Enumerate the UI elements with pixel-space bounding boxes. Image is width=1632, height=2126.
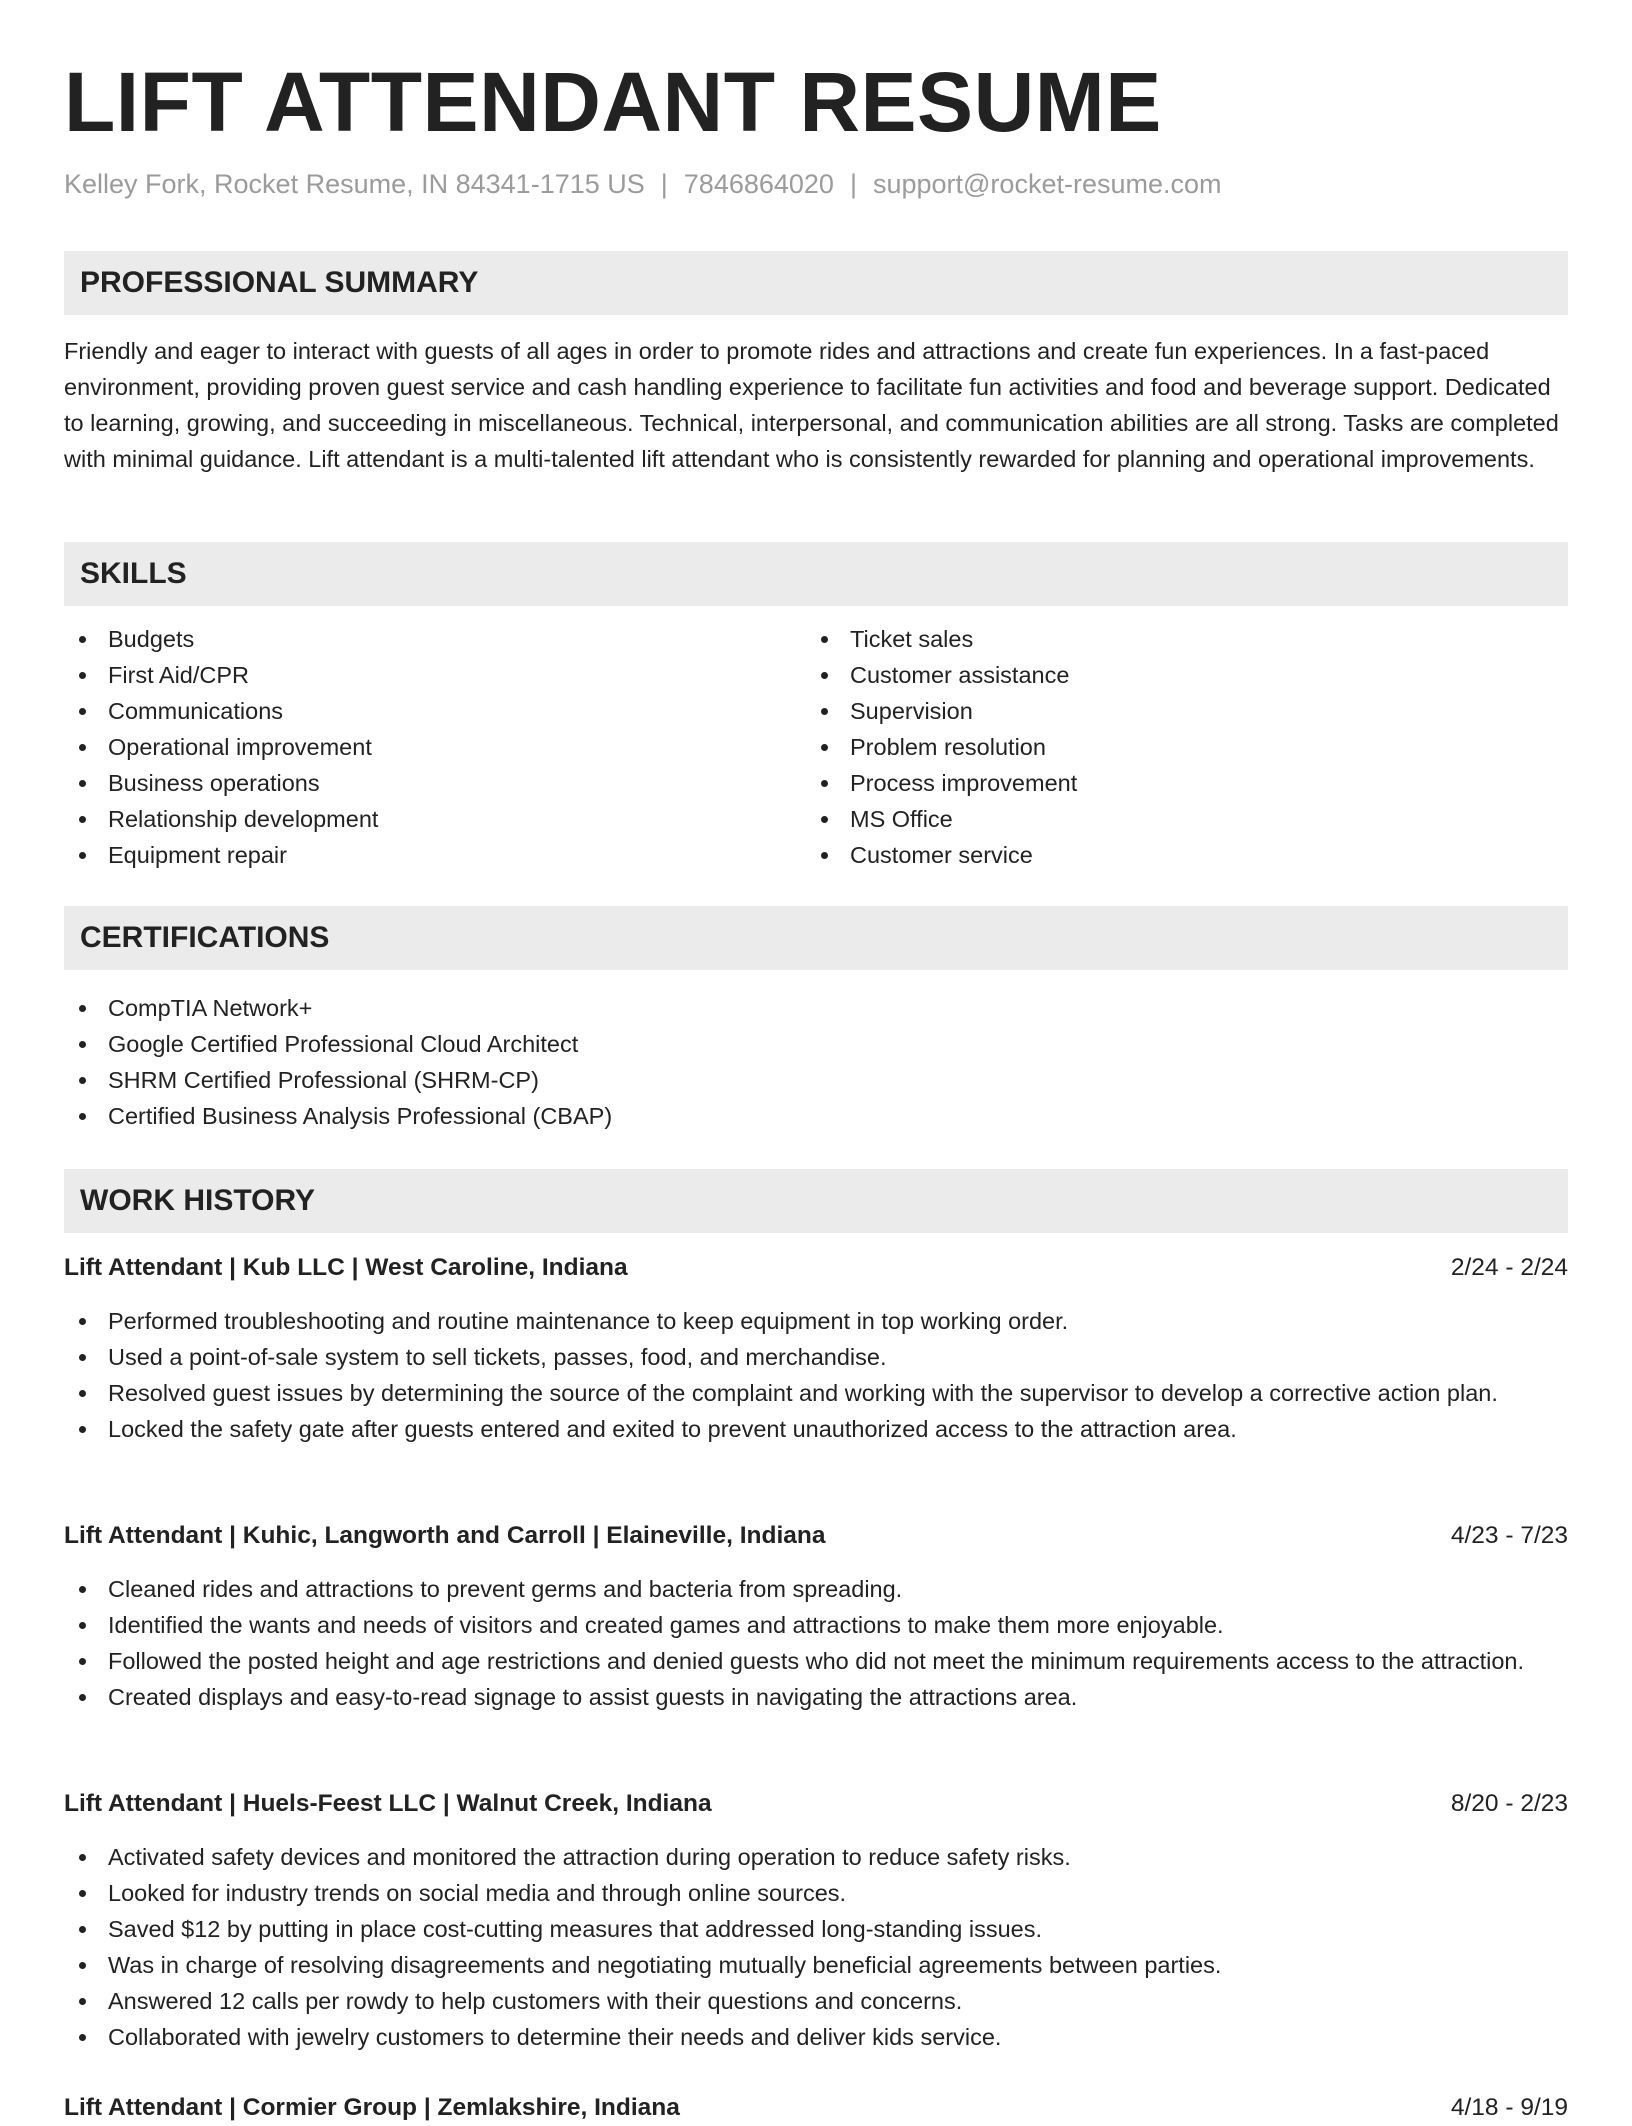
job-dates: 2/24 - 2/24	[1450, 1254, 1568, 1281]
job-duty-item: Collaborated with jewelry customers to determine their needs and deliver kids service.	[64, 2019, 1568, 2055]
job-duty-item: Created displays and easy-to-read signage to assist guests in navigating the attractions area.	[64, 1679, 1568, 1715]
certification-item: Certified Business Analysis Professional (CBAP)	[64, 1098, 1568, 1134]
job-duties-list	[64, 1839, 1568, 2055]
skill-item: Operational improvement	[64, 729, 794, 765]
job-duty-item: Identified the wants and needs of visitors and created games and attractions to make them more enjoyable.	[64, 1607, 1568, 1643]
certification-item: CompTIA Network+	[64, 990, 1568, 1026]
job-duty-item: Performed troubleshooting and routine maintenance to keep equipment in top working order.	[64, 1303, 1568, 1339]
certifications-list	[64, 990, 1568, 1134]
job-duty-item: Activated safety devices and monitored the attraction during operation to reduce safety risks.	[64, 1839, 1568, 1875]
job-duty-item: Looked for industry trends on social media and through online sources.	[64, 1875, 1568, 1911]
section-heading-skills: SKILLS	[64, 542, 1568, 606]
certification-item: Google Certified Professional Cloud Architect	[64, 1026, 1568, 1062]
skill-item: Process improvement	[806, 765, 1546, 801]
contact-email: support@rocket-resume.com	[872, 169, 1222, 199]
job-duty-item: Locked the safety gate after guests entered and exited to prevent unauthorized access to the attraction area.	[64, 1411, 1568, 1447]
skill-item: Budgets	[64, 621, 794, 657]
job-title: Lift Attendant | Huels-Feest LLC | Walnut Creek, Indiana	[64, 1790, 712, 1817]
job-dates: 4/23 - 7/23	[1450, 1522, 1568, 1549]
section-heading-work-history: WORK HISTORY	[64, 1169, 1568, 1233]
skill-item: MS Office	[806, 801, 1546, 837]
job-dates: 8/20 - 2/23	[1450, 1790, 1568, 1817]
contact-phone: 7846864020	[683, 169, 834, 199]
job-duty-item: Followed the posted height and age restrictions and denied guests who did not meet the minimum requirements access to the attraction.	[64, 1643, 1568, 1679]
resume-title: LIFT ATTENDANT RESUME	[64, 55, 1162, 149]
contact-separator: |	[849, 169, 857, 199]
skill-item: Problem resolution	[806, 729, 1546, 765]
skill-item: Supervision	[806, 693, 1546, 729]
job-header	[64, 2090, 1568, 2126]
summary-text: Friendly and eager to interact with guests of all ages in order to promote rides and attractions and create fun experiences. In a fast-paced environment, providing proven guest service and cash handling experience to facilitate fun activities and food and beverage support. Dedicated to learning, growing, and succeeding in miscellaneous. Technical, interpersonal, and communication abilities are all strong. Tasks are completed with minimal guidance. Lift attendant is a multi-talented lift attendant who is consistently rewarded for planning and operational improvements.	[64, 338, 1559, 472]
job-title: Lift Attendant | Kub LLC | West Caroline, Indiana	[64, 1254, 628, 1281]
contact-separator: |	[660, 169, 668, 199]
skill-item: Customer service	[806, 837, 1546, 873]
job-duty-item: Was in charge of resolving disagreements and negotiating mutually beneficial agreements between parties.	[64, 1947, 1568, 1983]
skills-list-right	[806, 621, 1546, 873]
skill-item: Relationship development	[64, 801, 794, 837]
certification-item: SHRM Certified Professional (SHRM-CP)	[64, 1062, 1568, 1098]
contact-address: Kelley Fork, Rocket Resume, IN 84341-1715 US	[64, 169, 645, 199]
skill-item: Equipment repair	[64, 837, 794, 873]
job-header	[64, 1786, 1568, 1822]
job-duty-item: Saved $12 by putting in place cost-cutting measures that addressed long-standing issues.	[64, 1911, 1568, 1947]
job-header	[64, 1518, 1568, 1554]
job-title: Lift Attendant | Kuhic, Langworth and Carroll | Elaineville, Indiana	[64, 1522, 826, 1549]
job-duty-item: Used a point-of-sale system to sell tickets, passes, food, and merchandise.	[64, 1339, 1568, 1375]
job-title: Lift Attendant | Cormier Group | Zemlakshire, Indiana	[64, 2094, 680, 2121]
section-heading-certifications: CERTIFICATIONS	[64, 906, 1568, 970]
skill-item: Ticket sales	[806, 621, 1546, 657]
job-duties-list	[64, 1571, 1568, 1715]
job-duties-list	[64, 1303, 1568, 1447]
section-heading-summary: PROFESSIONAL SUMMARY	[64, 251, 1568, 315]
skill-item: Customer assistance	[806, 657, 1546, 693]
job-duty-item: Cleaned rides and attractions to prevent germs and bacteria from spreading.	[64, 1571, 1568, 1607]
skill-item: Business operations	[64, 765, 794, 801]
job-duty-item: Resolved guest issues by determining the source of the complaint and working with the supervisor to develop a corrective action plan.	[64, 1375, 1568, 1411]
job-dates: 4/18 - 9/19	[1450, 2094, 1568, 2121]
job-duty-item: Answered 12 calls per rowdy to help customers with their questions and concerns.	[64, 1983, 1568, 2019]
job-header	[64, 1250, 1568, 1286]
skill-item: First Aid/CPR	[64, 657, 794, 693]
contact-line	[64, 164, 1222, 204]
skills-list-left	[64, 621, 794, 873]
skill-item: Communications	[64, 693, 794, 729]
